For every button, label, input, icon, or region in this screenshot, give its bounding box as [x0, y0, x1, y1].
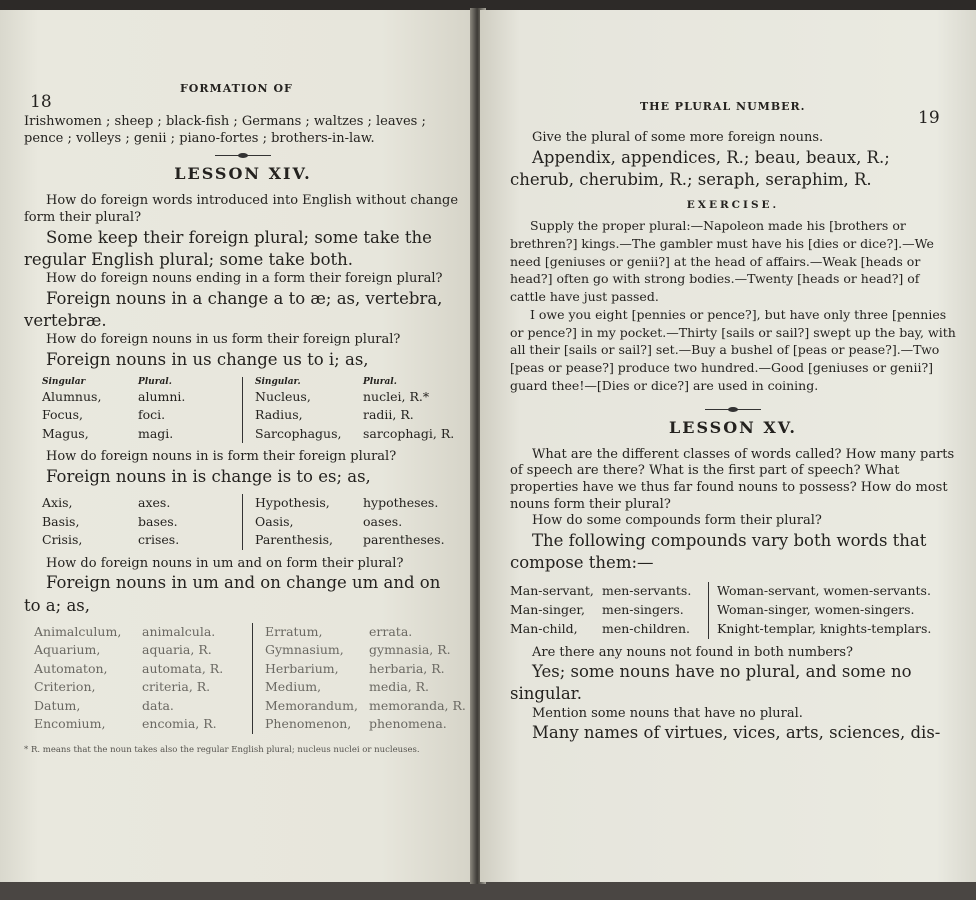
- plural-cell: bases.: [138, 513, 178, 529]
- lesson-title: LESSON XV.: [669, 417, 797, 437]
- singular-cell: Erratum,: [265, 623, 323, 639]
- answer: Some keep their foreign plural; some take the regular English plural; some take both.: [24, 227, 432, 269]
- question: Give the plural of some more foreign nouns.: [532, 130, 824, 145]
- answer: Yes; some nouns have no plural, and some no singular.: [510, 662, 912, 704]
- exercise-paragraph: Supply the proper plural:—Napoleon made his [brothers or brethren?] kings.—The gambler must have his [dies or dice?].—We need [geniuses or genii?] at the head of affairs.—Weak [heads or head?] often go with strong bodies.—Twenty [heads or head?] of cattle have just passed.: [510, 218, 934, 305]
- question: How do some compounds form their plural?: [532, 513, 822, 529]
- answer: Foreign nouns in um and on change um and on to a; as,: [24, 573, 441, 615]
- ornament-rule: [215, 155, 271, 156]
- plural-cell: herbaria, R.: [369, 660, 445, 676]
- exercise-paragraph: I owe you eight [pennies or pence?], but have only three [pennies or pence?] in my pocket.—Thirty [sails or sail?] swept up the bay, with all their [sails or sail?] set.—Buy a bushel of [peas or pease?].—Two [peas or pease?] produce two hundred.—Good [geniuses or genii?] guard thee!—[Dies or dice?] are used in coining.: [510, 306, 956, 393]
- ornament-rule: [705, 409, 761, 410]
- lesson-title: LESSON XIV.: [174, 164, 312, 184]
- left-page: [0, 10, 476, 882]
- question: How do foreign nouns in um and on form their plural?: [46, 555, 404, 571]
- singular-cell: Animalculum,: [34, 623, 122, 639]
- footnote: * R. means that the noun takes also the regular English plural; nucleus nuclei or nucleuses.: [24, 744, 420, 755]
- compound-entry: Woman-servant, women-servants.: [717, 583, 931, 599]
- plural-cell: criteria, R.: [142, 679, 211, 695]
- singular-cell: Criterion,: [34, 679, 96, 695]
- exercise-title: EXERCISE.: [686, 199, 780, 212]
- singular-cell: Focus,: [42, 407, 83, 423]
- singular-cell: Phenomenon,: [265, 716, 352, 732]
- plural-cell: gymnasia, R.: [369, 642, 451, 658]
- column-header: Singular: [42, 377, 86, 388]
- singular-cell: Herbarium,: [265, 660, 339, 676]
- plural-cell: men-children.: [602, 620, 690, 636]
- singular-cell: Nucleus,: [255, 388, 311, 404]
- answer: Many names of virtues, vices, arts, sciences, dis-: [532, 723, 941, 743]
- us-noun-table: [42, 377, 462, 443]
- question: Mention some nouns that have no plural.: [532, 705, 803, 721]
- answer: Foreign nouns in is change is to es; as,: [46, 467, 371, 486]
- plural-cell: men-servants.: [602, 583, 692, 599]
- singular-cell: Axis,: [42, 495, 73, 511]
- singular-cell: Encomium,: [34, 716, 106, 732]
- um-on-noun-table: [34, 623, 466, 734]
- answer: The following compounds vary both words that compose them:—: [510, 530, 927, 573]
- running-head: FORMATION OF: [180, 82, 293, 95]
- singular-cell: Radius,: [255, 407, 303, 423]
- singular-cell: Magus,: [42, 425, 89, 441]
- plural-cell: hypotheses.: [363, 495, 439, 511]
- question: How do foreign nouns in us form their foreign plural?: [46, 332, 401, 348]
- singular-cell: Basis,: [42, 513, 80, 529]
- question: How do foreign nouns in is form their foreign plural?: [46, 449, 397, 465]
- plural-cell: data.: [142, 697, 174, 713]
- column-header: Plural.: [138, 377, 172, 388]
- column-header: Singular.: [255, 377, 301, 388]
- is-noun-table: [42, 494, 462, 550]
- plural-cell: radii, R.: [363, 407, 414, 423]
- plural-cell: men-singers.: [602, 602, 684, 618]
- singular-cell: Memorandum,: [265, 697, 358, 713]
- plural-cell: animalcula.: [142, 623, 216, 639]
- plural-cell: encomia, R.: [142, 716, 217, 732]
- singular-cell: Man-child,: [510, 620, 578, 636]
- plural-cell: parentheses.: [363, 532, 445, 548]
- question: Are there any nouns not found in both numbers?: [532, 644, 853, 660]
- plural-cell: foci.: [138, 407, 166, 423]
- singular-cell: Hypothesis,: [255, 495, 330, 511]
- plural-cell: errata.: [369, 623, 413, 639]
- question: What are the different classes of words called? How many parts of speech are there? What is the first part of speech? What properties have we thus far found nouns to possess? How do most nouns form their plural?: [510, 446, 955, 512]
- singular-cell: Man-singer,: [510, 602, 585, 618]
- question: How do foreign nouns ending in a form their foreign plural?: [46, 271, 443, 287]
- singular-cell: Aquarium,: [34, 642, 101, 658]
- compound-entry: Woman-singer, women-singers.: [717, 602, 915, 618]
- singular-cell: Gymnasium,: [265, 642, 344, 658]
- singular-cell: Sarcophagus,: [255, 425, 342, 441]
- plural-cell: nuclei, R.*: [363, 388, 430, 404]
- singular-cell: Alumnus,: [42, 388, 102, 404]
- plural-cell: media, R.: [369, 679, 430, 695]
- singular-cell: Datum,: [34, 697, 81, 713]
- plural-cell: oases.: [363, 513, 403, 529]
- singular-cell: Crisis,: [42, 532, 83, 548]
- plural-cell: magi.: [138, 425, 174, 441]
- answer: Foreign nouns in a change a to æ; as, vertebra, vertebræ.: [24, 288, 443, 330]
- question: How do foreign words introduced into English without change form their plural?: [24, 193, 459, 225]
- plural-cell: crises.: [138, 532, 180, 548]
- page-number: 18: [30, 92, 52, 112]
- plural-cell: sarcophagi, R.: [363, 425, 455, 441]
- answer: Foreign nouns in us change us to i; as,: [46, 349, 369, 369]
- singular-cell: Man-servant,: [510, 583, 594, 599]
- singular-cell: Medium,: [265, 679, 322, 695]
- answer: Appendix, appendices, R.; beau, beaux, R.; cherub, cherubim, R.; seraph, seraphim, R.: [510, 147, 890, 189]
- plural-cell: automata, R.: [142, 660, 224, 676]
- plural-cell: alumni.: [138, 388, 186, 404]
- right-page: [480, 10, 976, 882]
- plural-cell: aquaria, R.: [142, 642, 212, 658]
- column-header: Plural.: [363, 377, 397, 388]
- singular-cell: Parenthesis,: [255, 532, 333, 548]
- compounds-table: [510, 582, 956, 638]
- singular-cell: Automaton,: [34, 660, 108, 676]
- plural-cell: axes.: [138, 495, 171, 511]
- compound-entry: Knight-templar, knights-templars.: [717, 620, 932, 636]
- page-number: 19: [918, 108, 940, 128]
- carryover-text: Irishwomen ; sheep ; black-fish ; Germans ; waltzes ; leaves ; pence ; volleys ; genii ; piano-fortes ; brothers-in-law.: [24, 114, 426, 146]
- plural-cell: phenomena.: [369, 716, 447, 732]
- running-head: THE PLURAL NUMBER.: [640, 100, 806, 113]
- plural-cell: memoranda, R.: [369, 697, 466, 713]
- singular-cell: Oasis,: [255, 513, 294, 529]
